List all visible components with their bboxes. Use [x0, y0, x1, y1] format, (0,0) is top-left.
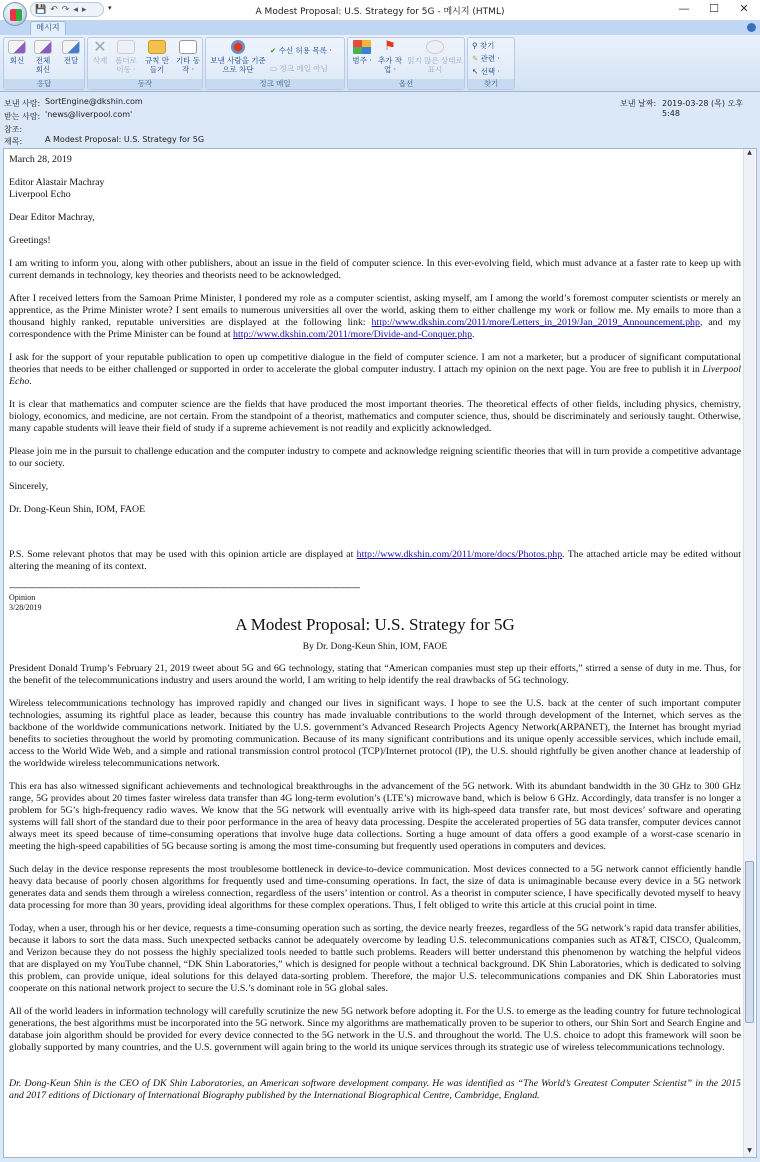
article-paragraph: Wireless telecommunications technology has improved rapidly and changed our lives in significant ways. I hope to see the U.S. back at the center of such important computer technologies, assuming its rightful place as leader, because this country has made invaluable contributions to the world through development of the Internet, which serves as the backbone of the worldwide communications network. Initiated by the U.S. government’s Advanced Research Projects Agency Network(ARPANET), the Internet has brought myriad benefits to societies throughout the world by promoting communication. Because of its many significant contributions and its unique openly accessible services, which include email, access to the World Wide Web, and a simple and rational transmission control protocol (TCP)/Internet protocol (IP), the U.S. should rightfully be given another chance at leadership of the worldwide wireless telecommunications network.: [9, 698, 741, 769]
scroll-down-icon[interactable]: ▼: [747, 1147, 752, 1154]
signature: Dr. Dong-Keun Shin, IOM, FAOE: [9, 504, 146, 515]
group-find: [467, 37, 515, 90]
letter-paragraph: Please join me in the pursuit to challenge education and the computer industry to compete and acknowledge reigning scientific theories that will in turn provide a competitive advantage to our society.: [9, 446, 741, 469]
related-button[interactable]: ✎ 관련 ·: [472, 54, 500, 63]
save-icon[interactable]: 💾: [35, 4, 47, 15]
article-paragraph: Today, when a user, through his or her device, requests a time-consuming operation such as sorting, the device nearly freezes, regardless of the 5G network’s rapid data transfer abilities, because it labors to sort the data mass. Such unexpected setbacks cannot be adequately overcome by leading U.S. telecommunications companies such as AT&T, CISCO, Qualcomm, and Verizon because they do not possess the highly specialized tools needed to battle such problems. Readers will better understand this phenomenon by watching the helpful videos that are displayed on my YouTube channel, “DK Shin Laboratories,” which is designed for people without a technical background. DK Shin Laboratories, which is dedicated to solving this problem, can provide unique, ideal solutions for this delayed data-sorting problem. Therefore, the major U.S. telecommunications companies and DK Shin Laboratories must cooperate on this national network project to secure the U.S.’s dominant role in 5G global sales.: [9, 923, 741, 994]
move-to-folder-button[interactable]: 폴더로 이동 ·: [111, 40, 141, 74]
other-actions-icon: [179, 40, 197, 54]
article-date: 3/28/2019: [9, 603, 42, 612]
letter-date: March 28, 2019: [9, 154, 72, 165]
create-rule-button[interactable]: 규칙 만들기: [142, 40, 172, 74]
window-title: A Modest Proposal: U.S. Strategy for 5G - 메시지 (HTML): [255, 7, 505, 17]
previous-item-icon[interactable]: ◂: [73, 4, 78, 15]
tab-message[interactable]: 메시지: [30, 21, 66, 35]
letter-paragraph: After I received letters from the Samoan Prime Minister, I pondered my role as a computer scientist, asking myself, am I among the world’s foremost computer scientists or merely an apprentice, as the Prime Minister wrote? I sent emails to numerous universities all over the world, asking them to either challenge my work or follow me. My emails to more than a thousand highly ranked, reputable universities are displayed at the following link: http://www.dkshin.com/2011/more/Letters_in_2019/Jan_2019_Announcement.php, and my correspondence with the Prime Minister can be found at http://www.dkshin.com/2011/more/Divide-and-Conquer.php.: [9, 293, 741, 340]
closing: Sincerely,: [9, 481, 49, 492]
reply-icon: [8, 40, 26, 54]
subject-value: A Modest Proposal: U.S. Strategy for 5G: [45, 135, 205, 144]
to-label: 받는 사람:: [4, 112, 41, 121]
block-sender-button[interactable]: 보낸 사람을 기준으로 차단: [208, 40, 268, 74]
safe-list-button[interactable]: ✔ 수신 허용 목록 ·: [270, 46, 332, 55]
author-bio: Dr. Dong-Keun Shin is the CEO of DK Shin Laboratories, an American software development company. He was identified as “The World’s Greatest Computer Scientist” in the 2015 and 2017 editions of Dictionary of International Biography published by the International Biographical Centre, Cambridge, England.: [9, 1078, 741, 1101]
safe-list-icon: ✔: [270, 46, 279, 55]
group-actions: [87, 37, 203, 90]
vertical-scrollbar[interactable]: [743, 149, 755, 1157]
rule-folder-icon: [148, 40, 166, 54]
undo-icon[interactable]: ↶: [50, 4, 58, 15]
sent-value: 2019-03-28 (목) 오후 5:48: [662, 99, 744, 118]
divide-and-conquer-link[interactable]: http://www.dkshin.com/2011/more/Divide-and-Conquer.php: [233, 329, 473, 340]
from-value[interactable]: SortEngine@dkshin.com: [45, 97, 143, 106]
ribbon: [0, 35, 760, 92]
other-actions-button[interactable]: 기타 동작 ·: [173, 40, 203, 74]
photos-link[interactable]: http://www.dkshin.com/2011/more/docs/Photos.php: [356, 549, 563, 560]
from-label: 보낸 사람:: [4, 99, 41, 108]
related-icon: ✎: [472, 54, 481, 63]
not-junk-button[interactable]: ▭ 정크 메일 아님: [270, 64, 328, 73]
office-logo-icon: [10, 9, 22, 21]
delete-icon: ✕: [93, 37, 107, 56]
article-paragraph: Such delay in the device response represents the most troublesome bottleneck in device-to-device communication. Most devices connected to a 5G network cannot efficiently handle heavy data because of poorly chosen algorithms for frequently used and time-consuming operations. In fact, the size of data is unimaginable because every device in a 5G network generates data and sends them through a wireless connection, regardless of the users’ intention or control. As a theorist in computer science, I have specifically devoted myself to heavy data processing for more than 30 years, providing ideal algorithms for these complex operations. Thus, I felt obliged to write this article at this crucial point in time.: [9, 864, 741, 911]
letter-document: [9, 154, 741, 1102]
group-label: 정크 메일: [206, 79, 344, 89]
office-button[interactable]: [3, 2, 27, 26]
flag-icon: ⚑: [384, 39, 396, 54]
find-button[interactable]: ⚲ 찾기: [472, 41, 495, 50]
cc-label: 참조:: [4, 125, 23, 134]
scrollbar-thumb[interactable]: [745, 861, 754, 1023]
subject-label: 제목:: [4, 137, 23, 146]
message-body: [3, 148, 757, 1158]
ribbon-tabs: [0, 20, 760, 35]
letter-paragraph: I ask for the support of your reputable publication to open up competitive dialogue in the field of computer science. I am not a marketer, but a producer of significant computational theories that needs to be either challenged or supported in order to accelerate the global computer industry. I attach my opinion on the next page. You are free to publish it in Liverpool Echo.: [9, 352, 741, 387]
reply-button[interactable]: 회신: [6, 40, 28, 65]
salutation: Dear Editor Machray,: [9, 212, 95, 223]
letter-paragraph: It is clear that mathematics and computer science are the fields that have produced the most important theories. The theoretical effects of other fields, including physics, chemistry, biology, economics, and medicine, are not certain. From the standpoint of a theorist, mathematics and computer science, thus, should be discriminately and seriously taught. Otherwise, many capable students will leave their field of study if a supreme achievement is not readily and explicitly acknowledged.: [9, 399, 741, 434]
to-value[interactable]: 'news@liverpool.com': [45, 110, 133, 119]
maximize-button[interactable]: ☐: [709, 2, 719, 15]
group-label: 옵션: [348, 79, 464, 89]
group-label: 동작: [88, 79, 202, 89]
customize-qat-icon[interactable]: ▾: [108, 4, 112, 12]
binoculars-icon: ⚲: [472, 41, 480, 50]
sent-label: 보낸 날짜:: [620, 99, 657, 108]
mark-unread-icon: [426, 40, 444, 54]
article-paragraph: All of the world leaders in information technology will carefully scrutinize the new 5G network before adopting it. For the U.S. to emerge as the leading country for future technological generations, the best algorithms must be incorporated into the 5G network. Since my algorithms are mathematically proven to be superior to others, our Shin Sort and Search Engine and database join algorithm should be provided for every device connected to the 5G network in the U.S. and throughout the world. The U.S. choice to adopt this framework will soon be globally supported by many countries, and the U.S. government will again bring to the world its unique services through its strategic use of wireless telecommunications technology.: [9, 1006, 741, 1053]
message-header: [0, 92, 760, 148]
forward-icon: [62, 40, 80, 54]
not-junk-icon: ▭: [270, 64, 280, 73]
categorize-button[interactable]: 범주 ·: [350, 40, 374, 65]
separator-line: ------------------------------------------------------------------------------------------------------------------------------------------------------------------: [9, 583, 360, 592]
select-button[interactable]: ↖ 선택 ·: [472, 67, 500, 76]
move-folder-icon: [117, 40, 135, 54]
scroll-up-icon[interactable]: ▲: [747, 149, 752, 156]
next-item-icon[interactable]: ▸: [81, 4, 87, 15]
group-label: 찾기: [468, 79, 514, 89]
article-byline: By Dr. Dong-Keun Shin, IOM, FAOE: [302, 642, 448, 652]
group-label: 응답: [4, 79, 84, 89]
follow-up-button[interactable]: ⚑ 추가 작업 ·: [377, 39, 403, 74]
reply-all-button[interactable]: 전체 회신: [30, 40, 56, 74]
cursor-icon: ↖: [472, 67, 481, 76]
category-icon: [353, 40, 371, 54]
article-paragraph: President Donald Trump’s February 21, 2019 tweet about 5G and 6G technology, stating that “American companies must step up their efforts,” stirred a sense of duty in me. Thus, for the benefit of the telecommunications industry and users around the world, I am writing to help identify the real drawbacks of 5G technology.: [9, 663, 741, 686]
close-button[interactable]: ✕: [739, 2, 749, 15]
greeting: Greetings!: [9, 235, 51, 246]
forward-button[interactable]: 전달: [59, 40, 83, 65]
postscript: P.S. Some relevant photos that may be used with this opinion article are displayed at http://www.dkshin.com/2011/more/docs/Photos.php. The attached article may be edited without altering the meaning of its context.: [9, 549, 741, 572]
group-junk-mail: [205, 37, 345, 90]
addressee: Editor Alastair Machray Liverpool Echo: [9, 177, 105, 200]
reply-all-icon: [34, 40, 52, 54]
announcement-link[interactable]: http://www.dkshin.com/2011/more/Letters_in_2019/Jan_2019_Announcement.php: [371, 317, 700, 328]
delete-button[interactable]: ✕ 삭제: [92, 37, 108, 65]
redo-icon[interactable]: ↷: [61, 4, 70, 15]
article-paragraph: This era has also witnessed significant achievements and technological breakthroughs in the advancement of the 5G network. With its abundant bandwidth in the 30 GHz to 300 GHz range, 5G provides about 20 times faster wireless data transfer than 4G long-term evolution’s (LTE’s) microwave band, which is below 6 GHz. Accordingly, data transfer is no longer a problem for 5G’s high-frequency radio waves. We know that the 5G network will eventually arrive with its high-speed data transfer rate, but most devices’ software and operating systems will fall short of the standard due to their poor performance in the area of heavy data processing. Despite the accelerated properties of 5G data transfer, computer devices cannot always meet its speed because of time-consuming operations that involve huge data collections. Sorting a huge amount of data offers a good example of a worst-case scenario in meeting the high-speed capabilities of 5G because sorting is among the most time-consuming but frequently used operations in computers and devices.: [9, 781, 741, 852]
help-icon[interactable]: [747, 23, 756, 32]
group-options: [347, 37, 465, 90]
group-respond: [3, 37, 85, 90]
title-bar: [0, 0, 760, 20]
article-title: A Modest Proposal: U.S. Strategy for 5G: [235, 615, 515, 634]
block-sender-icon: [231, 40, 245, 54]
mark-unread-button[interactable]: 읽지 않은 상태로 표시: [407, 40, 463, 74]
article-section: Opinion: [9, 593, 36, 602]
letter-paragraph: I am writing to inform you, along with other publishers, about an issue in the field of computer science. In this ever-evolving field, which must advance at a faster rate to keep up with current demands in technology, key theories and theorists need to be acknowledged.: [9, 258, 741, 281]
minimize-button[interactable]: —: [678, 2, 690, 15]
